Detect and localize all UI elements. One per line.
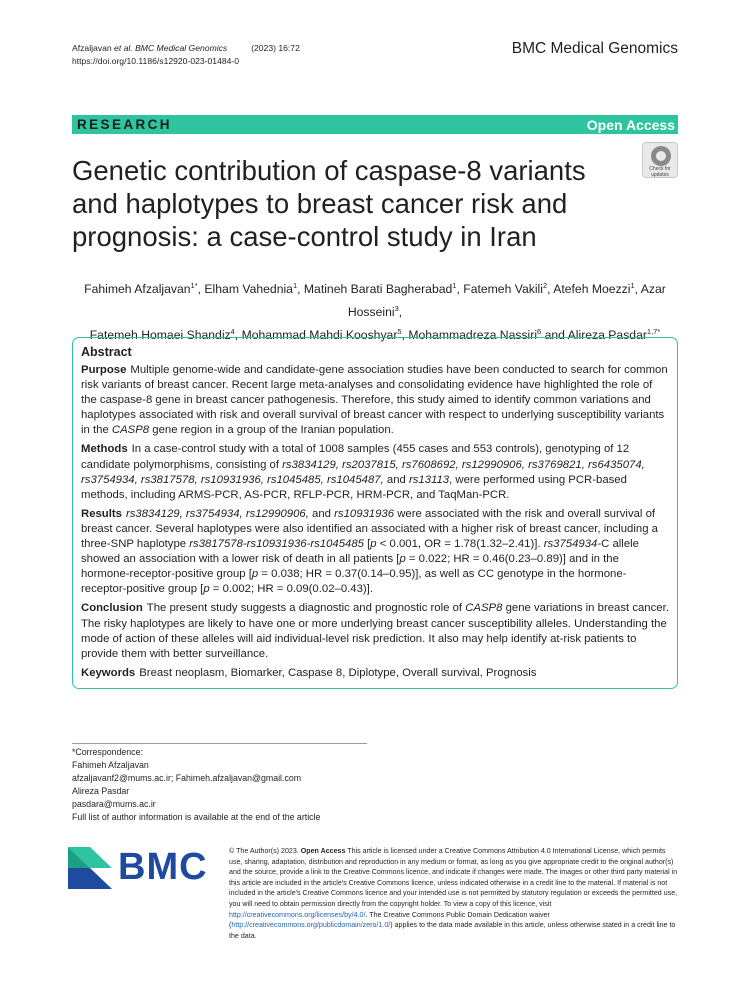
public-domain-link[interactable]: http://creativecommons.org/publicdomain/zero/1.0/ xyxy=(231,921,391,930)
abstract-box xyxy=(72,337,678,689)
journal-name: BMC Medical Genomics xyxy=(511,40,678,57)
author-list: Fahimeh Afzaljavan$^{1*}$, Elham Vahednia$^1$, Matineh Barati Bagherabad$^1$, Fatemeh Vakili$^2$, Atefeh Moezzi$^1$, Azar Hosseini$^3$, Fatemeh Homaei Shandiz$^4$, Mohammad Mahdi Kooshyar$^5$, Mohammadreza Nassiri$^6$ and Alireza Pasdar$^{1,7*}$ xyxy=(84,281,666,343)
author-affiliation: 2 xyxy=(542,281,548,290)
correspondent-email[interactable]: pasdara@mums.ac.ir xyxy=(72,799,156,809)
section-label: RESEARCH xyxy=(77,117,172,132)
author-affiliation: 1* xyxy=(190,281,198,290)
author-affiliation: 1 xyxy=(630,281,635,290)
open-access-inline: Open Access xyxy=(300,847,346,855)
abstract-results: Results rs3834129, rs3754934, rs12990906, and rs10931936 were associated with the risk and overall survival of breast cancer. Several haplotypes were also identified an associated with a higher risk of breast cancer, including a three-SNP haplotype rs3817578-rs10931936-rs1045485 [p < 0.001, OR = 1.78(1.32–2.41)]. rs3754934-C allele showed an association with a lower risk of death in all patients [p = 0.022; HR = 0.46(0.23–0.89)] and in the hormone-receptor-positive group [p = 0.038; HR = 0.37(0.14–0.95)], as well as CC genotype in the hormone-receptor-positive group [p = 0.002; HR = 0.09(0.02–0.43)]. xyxy=(81,507,658,596)
abstract-conclusion: Conclusion The present study suggests a diagnostic and prognostic role of CASP8 gene variations in breast cancer. The risky haplotypes are likely to have one or more underlying breast cancer susceptibility alleles. Understanding the mode of action of these alleles will aid individual-level risk prediction. It also may help identify at-risk patients to provide them with better surveillance. xyxy=(81,602,669,660)
purpose-label: Purpose xyxy=(81,364,127,376)
citation-line xyxy=(72,42,300,55)
citation-year: (2023) 16:72 xyxy=(251,43,300,53)
author-affiliation: 3 xyxy=(394,304,399,314)
abstract-purpose: Purpose Multiple genome-wide and candidate-gene association studies have been conducted to search for common risk variants of breast cancer. Recent large meta-analyses and consolidating evidence have highlighted the role of the caspase-8 gene in breast cancer pathogenesis. Therefore, this study aimed to identify common variations and haplotypes associated with risk and overall survival of breast cancer with respect to underlying susceptibility variants in the CASP8 gene region in a group of the Iranian population. xyxy=(81,364,668,437)
citation-author: Afzaljavan xyxy=(72,43,112,53)
check-for-updates-badge[interactable] xyxy=(642,142,678,178)
author-affiliation: 5 xyxy=(397,327,402,337)
author-name[interactable]: Mohammadreza Nassiri xyxy=(408,328,538,343)
keywords-label: Keywords xyxy=(81,666,136,679)
author-affiliation: 1 xyxy=(292,281,298,290)
doi-link[interactable]: https://doi.org/10.1186/s12920-023-01484-0 xyxy=(72,56,240,66)
article-title: Genetic contribution of caspase-8 variants and haplotypes to breast cancer risk and prognosis: a case-control study in Iran xyxy=(72,155,586,252)
bmc-logo-text: BMC xyxy=(118,846,208,888)
author-name[interactable]: Azar Hosseini xyxy=(347,282,666,320)
author-name[interactable]: Elham Vahednia xyxy=(204,282,293,297)
author-name[interactable]: Mohammad Mahdi Kooshyar xyxy=(241,328,398,343)
author-affiliation: 6 xyxy=(537,327,542,337)
correspondent-email[interactable]: afzaljavanf2@mums.ac.ir; Fahimeh.afzaljavan@gmail.com xyxy=(72,773,302,783)
abstract-keywords: Keywords Breast neoplasm, Biomarker, Caspase 8, Diplotype, Overall survival, Prognosis xyxy=(81,666,537,679)
section-bar xyxy=(72,115,678,134)
authors-and: and xyxy=(544,328,565,343)
citation-journal: et al. BMC Medical Genomics xyxy=(114,43,228,53)
author-name[interactable]: Fatemeh Vakili xyxy=(463,282,543,297)
author-name[interactable]: Atefeh Moezzi xyxy=(553,282,631,297)
correspondence-block xyxy=(72,746,301,811)
update-icon xyxy=(651,146,671,166)
open-access-label: Open Access xyxy=(586,116,675,133)
conclusion-label: Conclusion xyxy=(81,602,143,615)
license-link[interactable]: http://creativecommons.org/licenses/by/4.0/ xyxy=(229,910,366,919)
citation-block xyxy=(72,42,300,68)
footnote-divider xyxy=(72,743,367,744)
author-name[interactable]: Fatemeh Homaei Shandiz xyxy=(89,328,231,343)
correspondent-name: Alireza Pasdar xyxy=(72,786,130,796)
license-text: © The Author(s) 2023. Open Access This article is licensed under a Creative Commons Attribution 4.0 International License, which permits use, sharing, adaptation, distribution and reproduction in any medium or format, as long as you give appropriate credit to the original author(s) and the source, provide a link to the Creative Commons licence, and indicate if changes were made. The images or other third party material in this article are included in the article's Creative Commons licence, unless indicated otherwise in a credit line to the material. If material is not included in the article's Creative Commons licence and your intended use is not permitted by statutory regulation or exceeds the permitted use, you will need to obtain permission directly from the copyright holder. To view a copy of this licence, visit http://creativecommons.org/licenses/by/4.0/. The Creative Commons Public Domain Dedication waiver (http://creativecommons.org/publicdomain/zero/1.0/) applies to the data made available in this article, unless otherwise stated in a credit line to the data. xyxy=(229,847,678,940)
results-label: Results xyxy=(81,507,122,520)
full-author-info-note: Full list of author information is available at the end of the article xyxy=(72,812,321,822)
abstract-heading: Abstract xyxy=(81,345,132,359)
author-name[interactable]: Matineh Barati Bagherabad xyxy=(303,282,453,297)
correspondent-name: Fahimeh Afzaljavan xyxy=(72,760,149,770)
author-name[interactable]: Alireza Pasdar xyxy=(567,328,647,343)
abstract-methods: Methods In a case-control study with a total of 1008 samples (455 cases and 553 controls), genotyping of 12 candidate polymorphisms, consisting of rs3834129, rs2037815, rs7608692, rs12990906, rs3769821, rs6435074, rs3754934, rs3817578, rs10931936, rs1045485, rs1045487, and rs13113, were performed using PCR-based methods, including ARMS-PCR, AS-PCR, RFLP-PCR, HRM-PCR, and TaqMan-PCR. xyxy=(81,443,645,501)
bmc-logo-mark-icon xyxy=(68,847,114,889)
author-name[interactable]: Fahimeh Afzaljavan xyxy=(84,282,191,297)
author-affiliation: 4 xyxy=(230,327,235,337)
author-affiliation: 1 xyxy=(452,281,457,290)
correspondence-heading: *Correspondence: xyxy=(72,747,143,757)
author-affiliation: 1,7* xyxy=(646,327,661,337)
check-for-updates-label: Check for updates xyxy=(649,166,671,178)
methods-label: Methods xyxy=(81,443,128,456)
